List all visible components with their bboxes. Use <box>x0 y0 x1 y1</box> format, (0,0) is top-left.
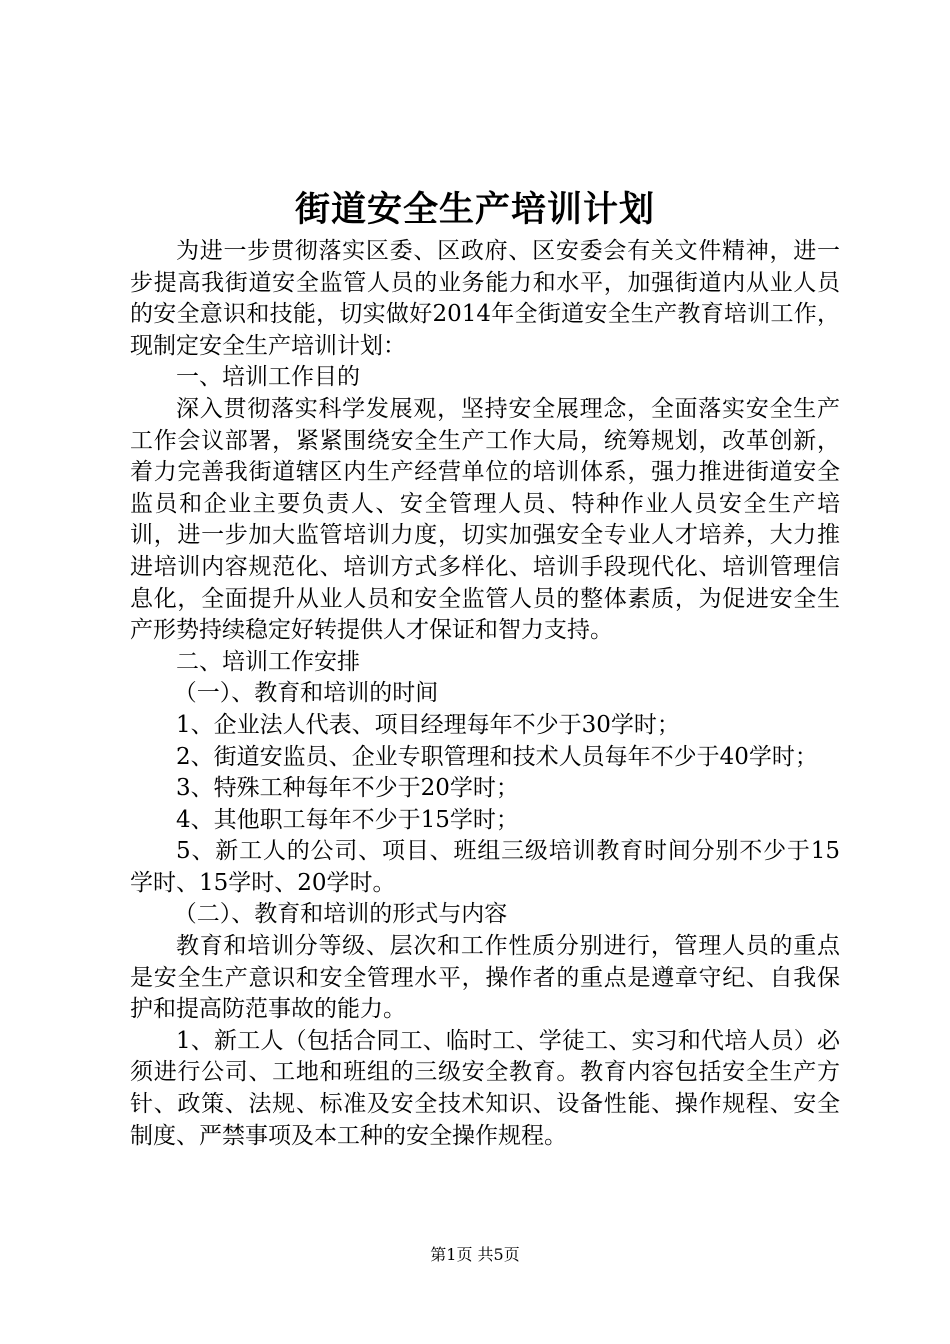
list-item: 1、企业法人代表、项目经理每年不少于30学时； <box>176 711 680 738</box>
subsection-2-paragraph: 教育和培训分等级、层次和工作性质分别进行，管理人员的重点是安全生产意识和安全管理水平，操作者的重点是遵章守纪、自我保护和提高防范事故的能力。 <box>130 933 840 1023</box>
list-item: 4、其他职工每年不少于15学时； <box>176 806 519 833</box>
list-item: 3、特殊工种每年不少于20学时； <box>176 775 519 802</box>
subsection-heading-1: （一）、教育和培训的时间 <box>173 680 439 707</box>
page-footer: 第1页 共5页 <box>430 1245 520 1264</box>
document-body <box>130 236 840 1152</box>
list-item: 1、新工人（包括合同工、临时工、学徒工、实习和代培人员）必须进行公司、工地和班组的三级安全教育。教育内容包括安全生产方针、政策、法规、标准及安全技术知识、设备性能、操作规程、安全制度、严禁事项及本工种的安全操作规程。 <box>130 1027 840 1149</box>
intro-paragraph: 为进一步贯彻落实区委、区政府、区安委会有关文件精神，进一步提高我街道安全监管人员的业务能力和水平，加强街道内从业人员的安全意识和技能，切实做好2014年全街道安全生产教育培训工作，现制定安全生产培训计划： <box>130 238 840 359</box>
subsection-heading-2: （二）、教育和培训的形式与内容 <box>173 901 508 928</box>
list-item: 5、新工人的公司、项目、班组三级培训教育时间分别不少于15学时、15学时、20学时。 <box>130 838 840 896</box>
document-title: 街道安全生产培训计划 <box>294 189 655 230</box>
list-item: 2、街道安监员、企业专职管理和技术人员每年不少于40学时； <box>176 743 818 770</box>
section-1-paragraph: 深入贯彻落实科学发展观，坚持安全展理念，全面落实安全生产工作会议部署，紧紧围绕安全生产工作大局，统筹规划，改革创新，着力完善我街道辖区内生产经营单位的培训体系，强力推进街道安全监员和企业主要负责人、安全管理人员、特种作业人员安全生产培训，进一步加大监管培训力度，切实加强安全专业人才培养，大力推进培训内容规范化、培训方式多样化、培训手段现代化、培训管理信息化，全面提升从业人员和安全监管人员的整体素质，为促进安全生产形势持续稳定好转提供人才保证和智力支持。 <box>130 395 840 644</box>
section-heading-1: 一、培训工作目的 <box>176 364 360 391</box>
section-heading-2: 二、培训工作安排 <box>176 648 360 675</box>
